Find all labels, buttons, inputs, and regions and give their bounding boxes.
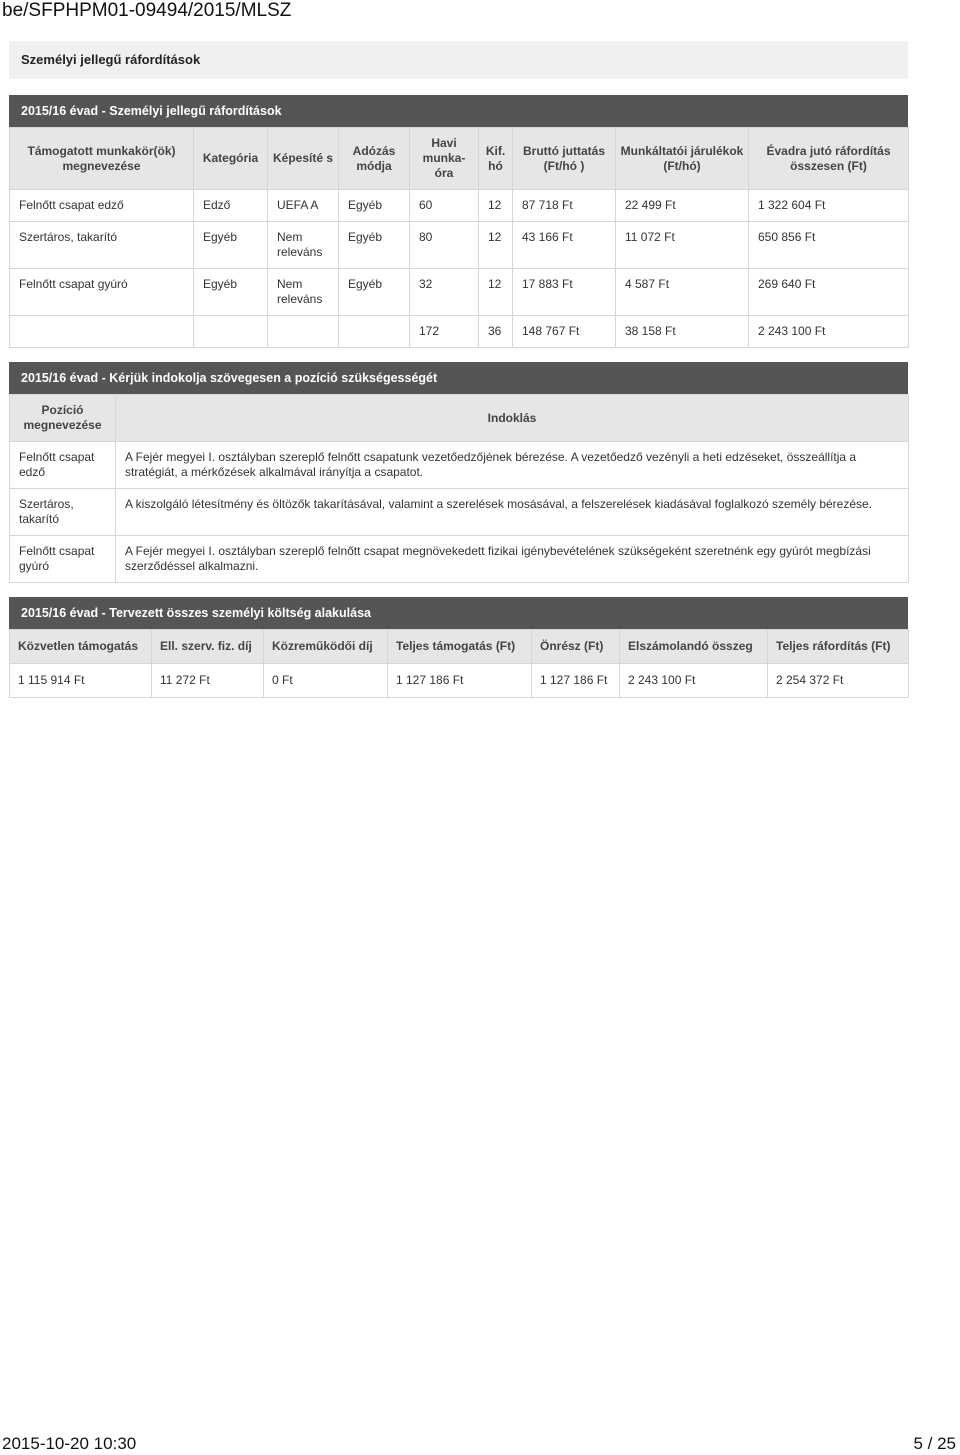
table-cell: 1 322 604 Ft: [749, 190, 909, 222]
section3-title: 2015/16 évad - Tervezett összes személyi költség alakulása: [9, 597, 908, 629]
table-cell: A Fejér megyei I. osztályban szereplő felnőtt csapatunk vezetőedzőjének bérezése. A vezetőedző vezényli a heti edzéseket, összeállítja a stratégiát, a mérkőzések alkalmával irányítja a csapatot.: [116, 442, 909, 489]
table-cell: [10, 316, 194, 348]
col-header: Pozíció megnevezése: [10, 395, 116, 442]
table-cell: 17 883 Ft: [513, 269, 616, 316]
table-cell: Felnőtt csapat gyúró: [10, 269, 194, 316]
page-content: [9, 41, 908, 698]
col-header: Teljes támogatás (Ft): [388, 630, 532, 664]
table-cell: 269 640 Ft: [749, 269, 909, 316]
table-cell: [194, 316, 268, 348]
col-header: Közreműködői díj: [264, 630, 388, 664]
table-cell: [339, 316, 410, 348]
table-row: [10, 664, 909, 698]
personnel-cost-table: [9, 127, 909, 348]
table-cell: UEFA A: [268, 190, 339, 222]
table-cell: 1 115 914 Ft: [10, 664, 152, 698]
table-cell: Edző: [194, 190, 268, 222]
table-cell: Felnőtt csapat edző: [10, 442, 116, 489]
col-header: Képesíté s: [268, 128, 339, 190]
table-row: [10, 190, 909, 222]
table-cell: Egyéb: [339, 190, 410, 222]
table-cell: 0 Ft: [264, 664, 388, 698]
col-header: Havi munka-óra: [410, 128, 479, 190]
table-cell: 11 072 Ft: [616, 222, 749, 269]
table-cell: 12: [479, 269, 513, 316]
table-cell: 60: [410, 190, 479, 222]
table-cell: 4 587 Ft: [616, 269, 749, 316]
col-header: Kategória: [194, 128, 268, 190]
col-header: Indoklás: [116, 395, 909, 442]
table-cell: 38 158 Ft: [616, 316, 749, 348]
totals-row: [10, 316, 909, 348]
section1-title: 2015/16 évad - Személyi jellegű ráfordítások: [9, 95, 908, 127]
section2-title: 2015/16 évad - Kérjük indokolja szövegesen a pozíció szükségességét: [9, 362, 908, 394]
table-cell: Egyéb: [194, 222, 268, 269]
col-header: Elszámolandó összeg: [620, 630, 768, 664]
document-id: be/SFPHPM01-09494/2015/MLSZ: [2, 0, 292, 21]
table-header-row: [10, 630, 909, 664]
table-cell: Egyéb: [339, 222, 410, 269]
col-header: Közvetlen támogatás: [10, 630, 152, 664]
footer-page-number: 5 / 25: [913, 1434, 956, 1453]
col-header: Támogatott munkakör(ök) megnevezése: [10, 128, 194, 190]
table-cell: Szertáros, takarító: [10, 222, 194, 269]
table-cell: 650 856 Ft: [749, 222, 909, 269]
table-cell: 80: [410, 222, 479, 269]
table-cell: Nem releváns: [268, 222, 339, 269]
table-cell: 2 254 372 Ft: [768, 664, 909, 698]
table-cell: 148 767 Ft: [513, 316, 616, 348]
table-cell: 22 499 Ft: [616, 190, 749, 222]
table-cell: 1 127 186 Ft: [388, 664, 532, 698]
table-cell: 1 127 186 Ft: [532, 664, 620, 698]
table-header-row: [10, 395, 909, 442]
main-title: Személyi jellegű ráfordítások: [9, 41, 908, 79]
table-cell: A kiszolgáló létesítmény és öltözők takarításával, valamint a szerelések mosásával, a felszerelések kiadásával foglalkozó személy bérezése.: [116, 489, 909, 536]
table-row: [10, 222, 909, 269]
table-cell: Nem releváns: [268, 269, 339, 316]
col-header: Évadra jutó ráfordítás összesen (Ft): [749, 128, 909, 190]
table-cell: 43 166 Ft: [513, 222, 616, 269]
table-cell: Felnőtt csapat gyúró: [10, 536, 116, 583]
table-header-row: [10, 128, 909, 190]
table-row: [10, 442, 909, 489]
table-row: [10, 489, 909, 536]
table-cell: 172: [410, 316, 479, 348]
col-header: Adózás módja: [339, 128, 410, 190]
table-cell: [268, 316, 339, 348]
col-header: Ell. szerv. fiz. díj: [152, 630, 264, 664]
total-cost-table: [9, 629, 909, 698]
table-cell: 12: [479, 190, 513, 222]
table-cell: A Fejér megyei I. osztályban szereplő felnőtt csapat megnövekedett fizikai igénybevételének szükségeként szeretnénk egy gyúrót megbízási szerződéssel alkalmazni.: [116, 536, 909, 583]
col-header: Munkáltatói járulékok (Ft/hó): [616, 128, 749, 190]
table-row: [10, 269, 909, 316]
table-cell: Szertáros, takarító: [10, 489, 116, 536]
col-header: Bruttó juttatás (Ft/hó ): [513, 128, 616, 190]
table-cell: 87 718 Ft: [513, 190, 616, 222]
footer-timestamp: 2015-10-20 10:30: [2, 1434, 137, 1453]
table-cell: Egyéb: [194, 269, 268, 316]
table-row: [10, 536, 909, 583]
col-header: Kif. hó: [479, 128, 513, 190]
table-cell: 2 243 100 Ft: [620, 664, 768, 698]
col-header: Teljes ráfordítás (Ft): [768, 630, 909, 664]
table-cell: 12: [479, 222, 513, 269]
table-cell: Egyéb: [339, 269, 410, 316]
table-cell: Felnőtt csapat edző: [10, 190, 194, 222]
table-cell: 36: [479, 316, 513, 348]
table-cell: 2 243 100 Ft: [749, 316, 909, 348]
table-cell: 32: [410, 269, 479, 316]
justification-table: [9, 394, 909, 583]
table-cell: 11 272 Ft: [152, 664, 264, 698]
col-header: Önrész (Ft): [532, 630, 620, 664]
